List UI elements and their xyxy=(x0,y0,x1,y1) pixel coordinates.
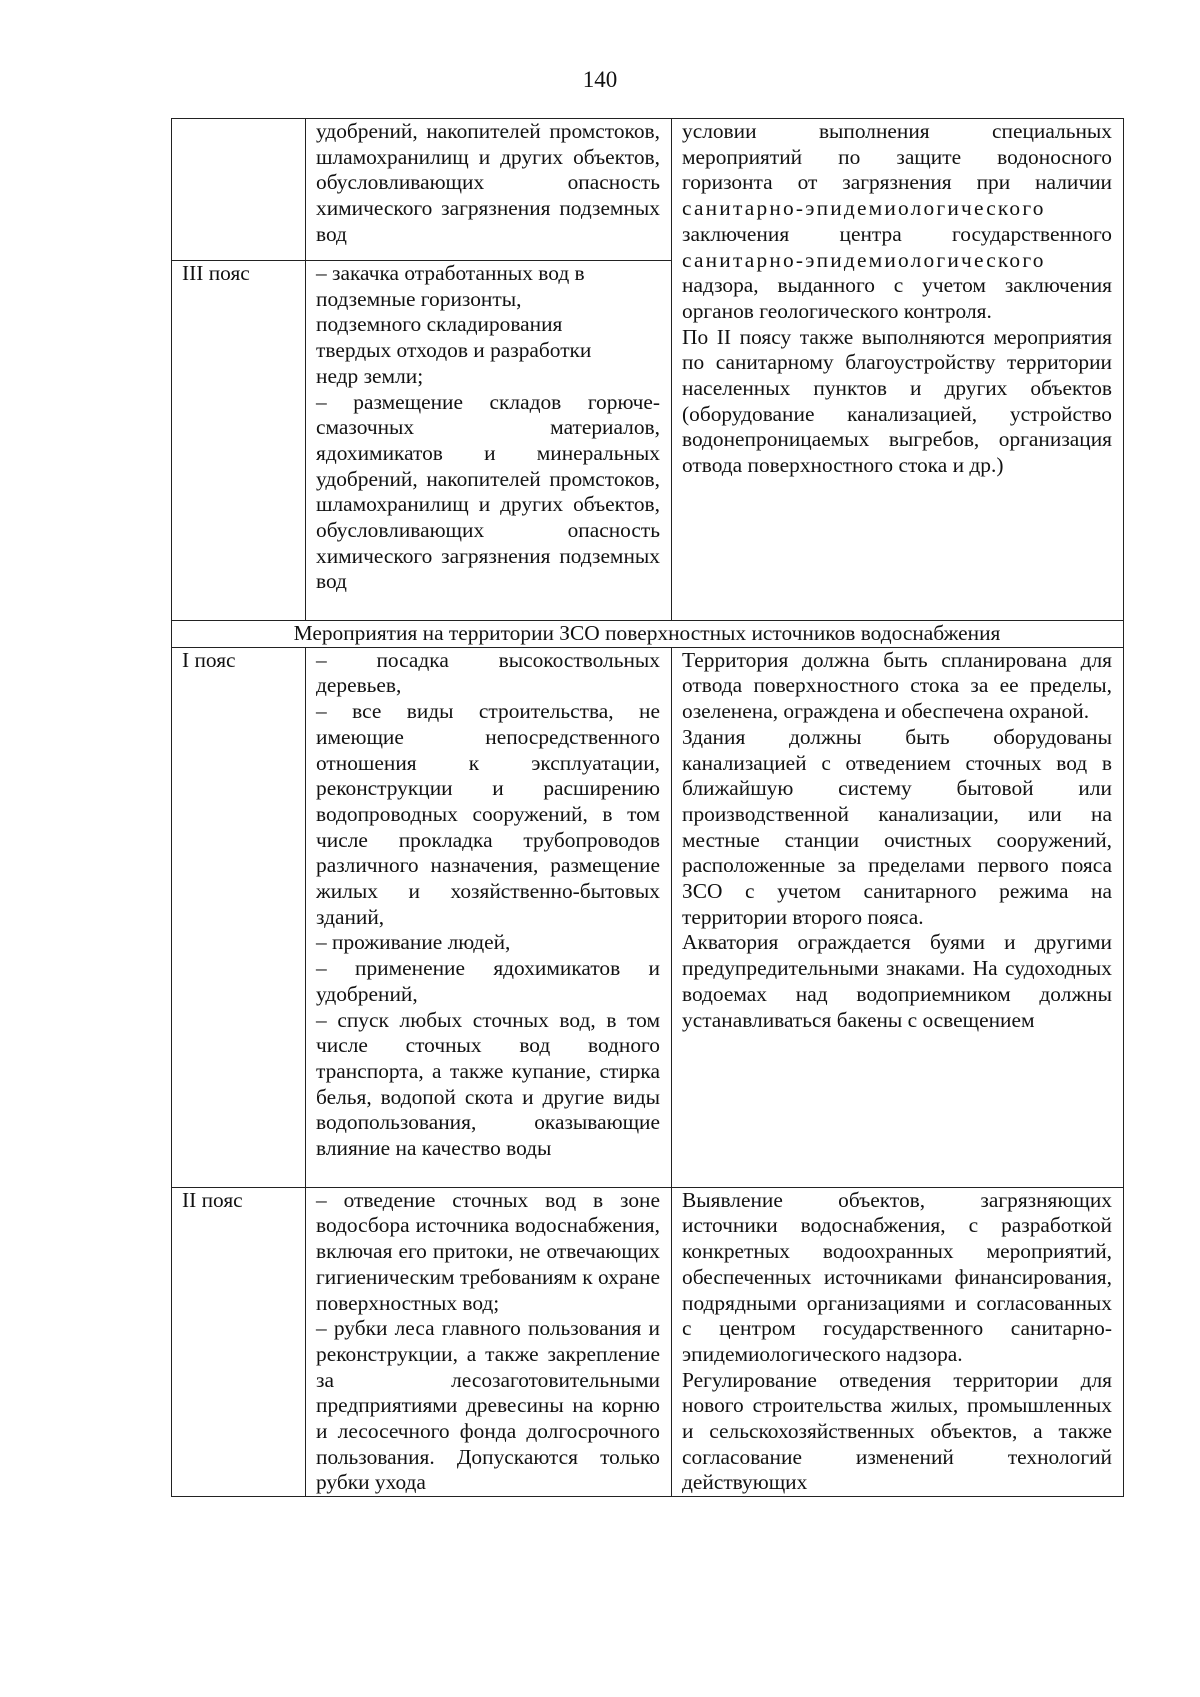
measures-cell xyxy=(306,261,672,621)
zone-label: III пояс xyxy=(172,261,306,621)
notes-paragraph: Территория должна быть спланирована для отвода поверхностного стока за ее пределы, озеленена, ограждена и обеспечена охраной. xyxy=(682,647,1112,724)
sanitary-zone-table xyxy=(171,118,1124,1497)
measure-item: – применение ядохимикатов и удобрений, xyxy=(316,956,660,1006)
table-row xyxy=(172,647,1124,1187)
notes-text xyxy=(682,119,1112,325)
measure-line: подземные горизонты, xyxy=(316,286,522,311)
notes-cell xyxy=(672,1187,1124,1496)
measure-line: подземного складирования xyxy=(316,312,563,337)
measure-item: – рубки леса главного пользования и реконструкции, а также закрепление за лесозаготовительными предприятиями древесины на корню и лесосечного фонда долгосрочного пользования. Допускаются только рубки ухода xyxy=(316,1316,660,1495)
measures-text: удобрений, накопителей промстоков, шламохранилищ и других объектов, обусловливающих опасность химического загрязнения подземных вод xyxy=(316,119,660,246)
notes-part: условии выполнения специальных мероприятий по защите водоносного горизонта от загрязнения при наличии xyxy=(682,119,1112,195)
notes-paragraph: Выявление объектов, загрязняющих источники водоснабжения, с разработкой конкретных водоохранных мероприятий, обеспеченных источниками финансирования, подрядными организациями и согласованных с центром государственного санитарно-эпидемиологического надзора. xyxy=(682,1187,1112,1366)
measures-cell xyxy=(306,647,672,1187)
notes-paragraph: Регулирование отведения территории для нового строительства жилых, промышленных и сельскохозяйственных объектов, а также согласование изменений технологий действующих xyxy=(682,1367,1112,1495)
notes-cell xyxy=(672,119,1124,621)
page-number: 140 xyxy=(582,67,618,92)
zone-cell-empty xyxy=(172,119,306,261)
notes-spaced: санитарно-эпидемиологического xyxy=(682,247,1046,272)
measure-item: – размещение складов горюче-смазочных материалов, ядохимикатов и минеральных удобрений, накопителей промстоков, шламохранилищ и других объектов, обусловливающих опасность химического загрязнения подземных вод xyxy=(316,389,660,594)
table-row xyxy=(172,119,1124,261)
measure-item: – все виды строительства, не имеющие непосредственного отношения к эксплуатации, реконструкции и расширению водопроводных сооружений, в том числе прокладка трубопроводов различного назначения, размещение жилых и хозяйственно-бытовых зданий, xyxy=(316,699,660,929)
zone-label: II пояс xyxy=(172,1187,306,1496)
measure-line: недр земли; xyxy=(316,363,424,388)
measures-cell xyxy=(306,119,672,261)
measures-cell xyxy=(306,1187,672,1496)
section-header-row xyxy=(172,621,1124,648)
notes-part: заключения центра государственного xyxy=(682,221,1112,246)
zone-label: I пояс xyxy=(172,647,306,1187)
notes-paragraph: Акватория ограждается буями и другими предупредительными знаками. На судоходных водоемах над водоприемником должны устанавливаться бакены с освещением xyxy=(682,930,1112,1032)
table-row xyxy=(172,1187,1124,1496)
measure-item: – посадка высокоствольных деревьев, xyxy=(316,647,660,698)
measure-item: – проживание людей, xyxy=(316,930,511,955)
notes-part: надзора, выданного с учетом заключения органов геологического контроля. xyxy=(682,273,1112,323)
measure-line: твердых отходов и разработки xyxy=(316,338,592,363)
notes-paragraph: Здания должны быть оборудованы канализацией с отведением сточных вод в ближайшую систему бытовой или производственной канализации, или на местные станции очистных сооружений, расположенные за пределами первого пояса ЗСО с учетом санитарного режима на территории второго пояса. xyxy=(682,724,1112,929)
notes-spaced: санитарно-эпидемиологического xyxy=(682,196,1046,221)
notes-cell xyxy=(672,647,1124,1187)
notes-paragraph: По II поясу также выполняются мероприятия по санитарному благоустройству территории населенных пунктов и других объектов (оборудование канализацией, устройство водонепроницаемых выгребов, организация отвода поверхностного стока и др.) xyxy=(682,324,1112,478)
measure-line: – закачка отработанных вод в xyxy=(316,261,585,285)
measure-item: – отведение сточных вод в зоне водосбора источника водоснабжения, включая его притоки, не отвечающих гигиеническим требованиям к охране поверхностных вод; xyxy=(316,1187,660,1315)
section-header: Мероприятия на территории ЗСО поверхностных источников водоснабжения xyxy=(172,621,1124,648)
measure-item: – спуск любых сточных вод, в том числе сточных вод водного транспорта, а также купание, стирка белья, водопой скота и другие виды водопользования, оказывающие влияние на качество воды xyxy=(316,1007,660,1161)
